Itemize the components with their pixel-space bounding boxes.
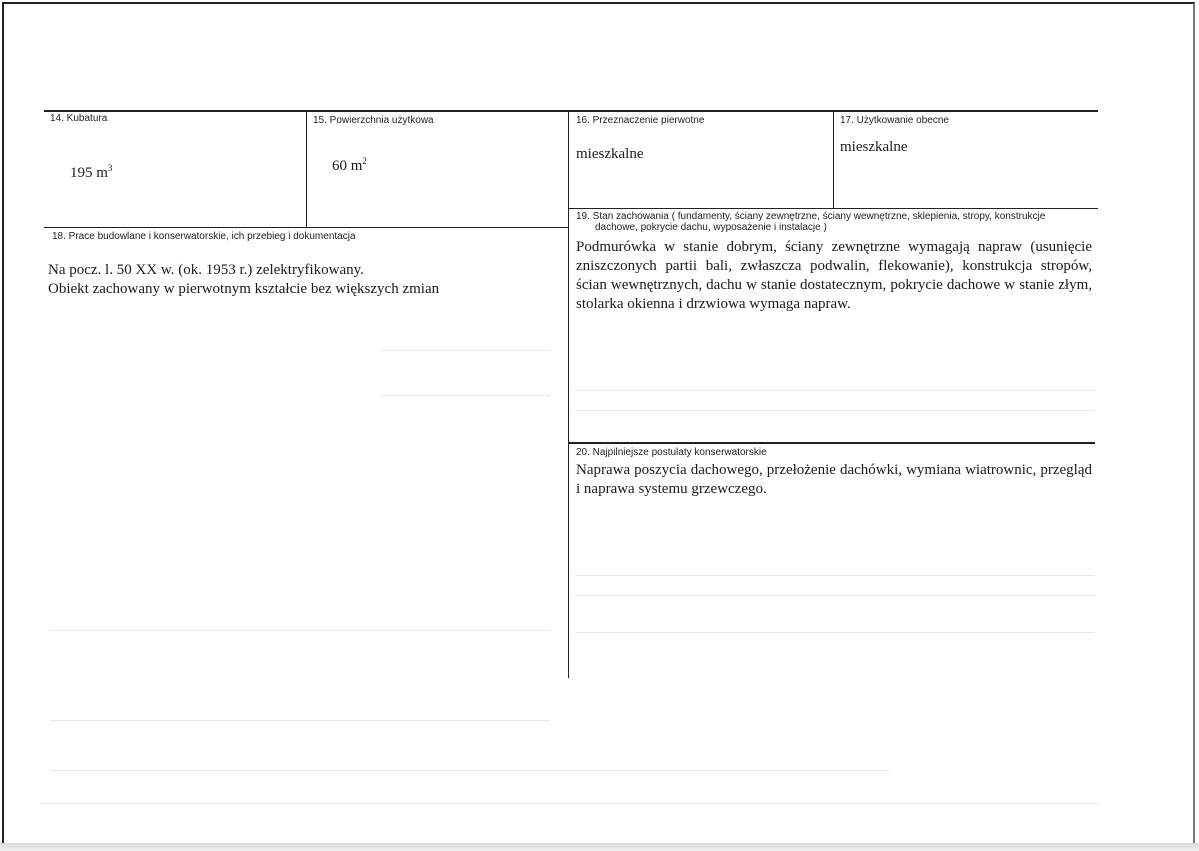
stan-text: Podmurówka w stanie dobrym, ściany zewnętrzne wymagają napraw (usunięcie zniszczonych partii bali, zwłaszcza podwalin, flekowanie), konstrukcja stropów, ścian wewnętrznych, dachu w stanie dostatecznym, pokrycie dachowe w stanie złym, stolarka okienna i drzwiowa wymaga napraw. [576, 239, 1092, 312]
bleed-through [575, 410, 1095, 411]
stan-label-line2: dachowe, pokrycie dachu, wyposażenie i instalacje ) [595, 222, 827, 233]
kubatura-value: 195 $m^3$ [70, 163, 113, 181]
row-divider [44, 227, 568, 228]
powierzchnia-value: 60 $m^2$ [332, 156, 367, 174]
przeznaczenie-value: mieszkalne [576, 146, 644, 162]
bleed-through [575, 595, 1095, 596]
powierzchnia-label: 15. Powierzchnia użytkowa [313, 115, 434, 126]
bleed-through [575, 632, 1095, 633]
prace-line: Obiekt zachowany w pierwotnym kształcie bez większych zmian [48, 281, 440, 297]
bleed-through [380, 350, 550, 351]
column-divider [306, 110, 307, 227]
postulaty-label: 20. Najpilniejsze postulaty konserwatorskie [576, 447, 767, 458]
bleed-through [575, 575, 1095, 576]
column-divider [833, 110, 834, 209]
uzytkowanie-label: 17. Użytkowanie obecne [840, 115, 949, 126]
bleed-through [50, 720, 550, 721]
row-divider [568, 208, 1098, 209]
scan-edge [0, 843, 1199, 851]
table-top-border [44, 110, 1098, 112]
bleed-through [50, 630, 550, 631]
stan-label-line1: 19. Stan zachowania ( fundamenty, ściany zewnętrzne, ściany wewnętrzne, sklepienia, stropy, konstrukcje [576, 211, 1046, 222]
row-divider [568, 442, 1095, 444]
bleed-through [380, 395, 550, 396]
bleed-through [50, 770, 890, 771]
prace-line: Na pocz. l. 50 XX w. (ok. 1953 r.) zelektryfikowany. [48, 262, 364, 278]
postulaty-text: Naprawa poszycia dachowego, przełożenie dachówki, wymiana wiatrownic, przegląd i naprawa systemu grzewczego. [576, 462, 1092, 497]
bleed-through [575, 390, 1095, 391]
kubatura-label: 14. Kubatura [50, 113, 108, 124]
bleed-through [40, 803, 1100, 804]
prace-label: 18. Prace budowlane i konserwatorskie, ich przebieg i dokumentacja [52, 231, 356, 242]
uzytkowanie-value: mieszkalne [840, 139, 908, 155]
przeznaczenie-label: 16. Przeznaczenie pierwotne [576, 115, 705, 126]
column-divider-main [568, 110, 569, 678]
